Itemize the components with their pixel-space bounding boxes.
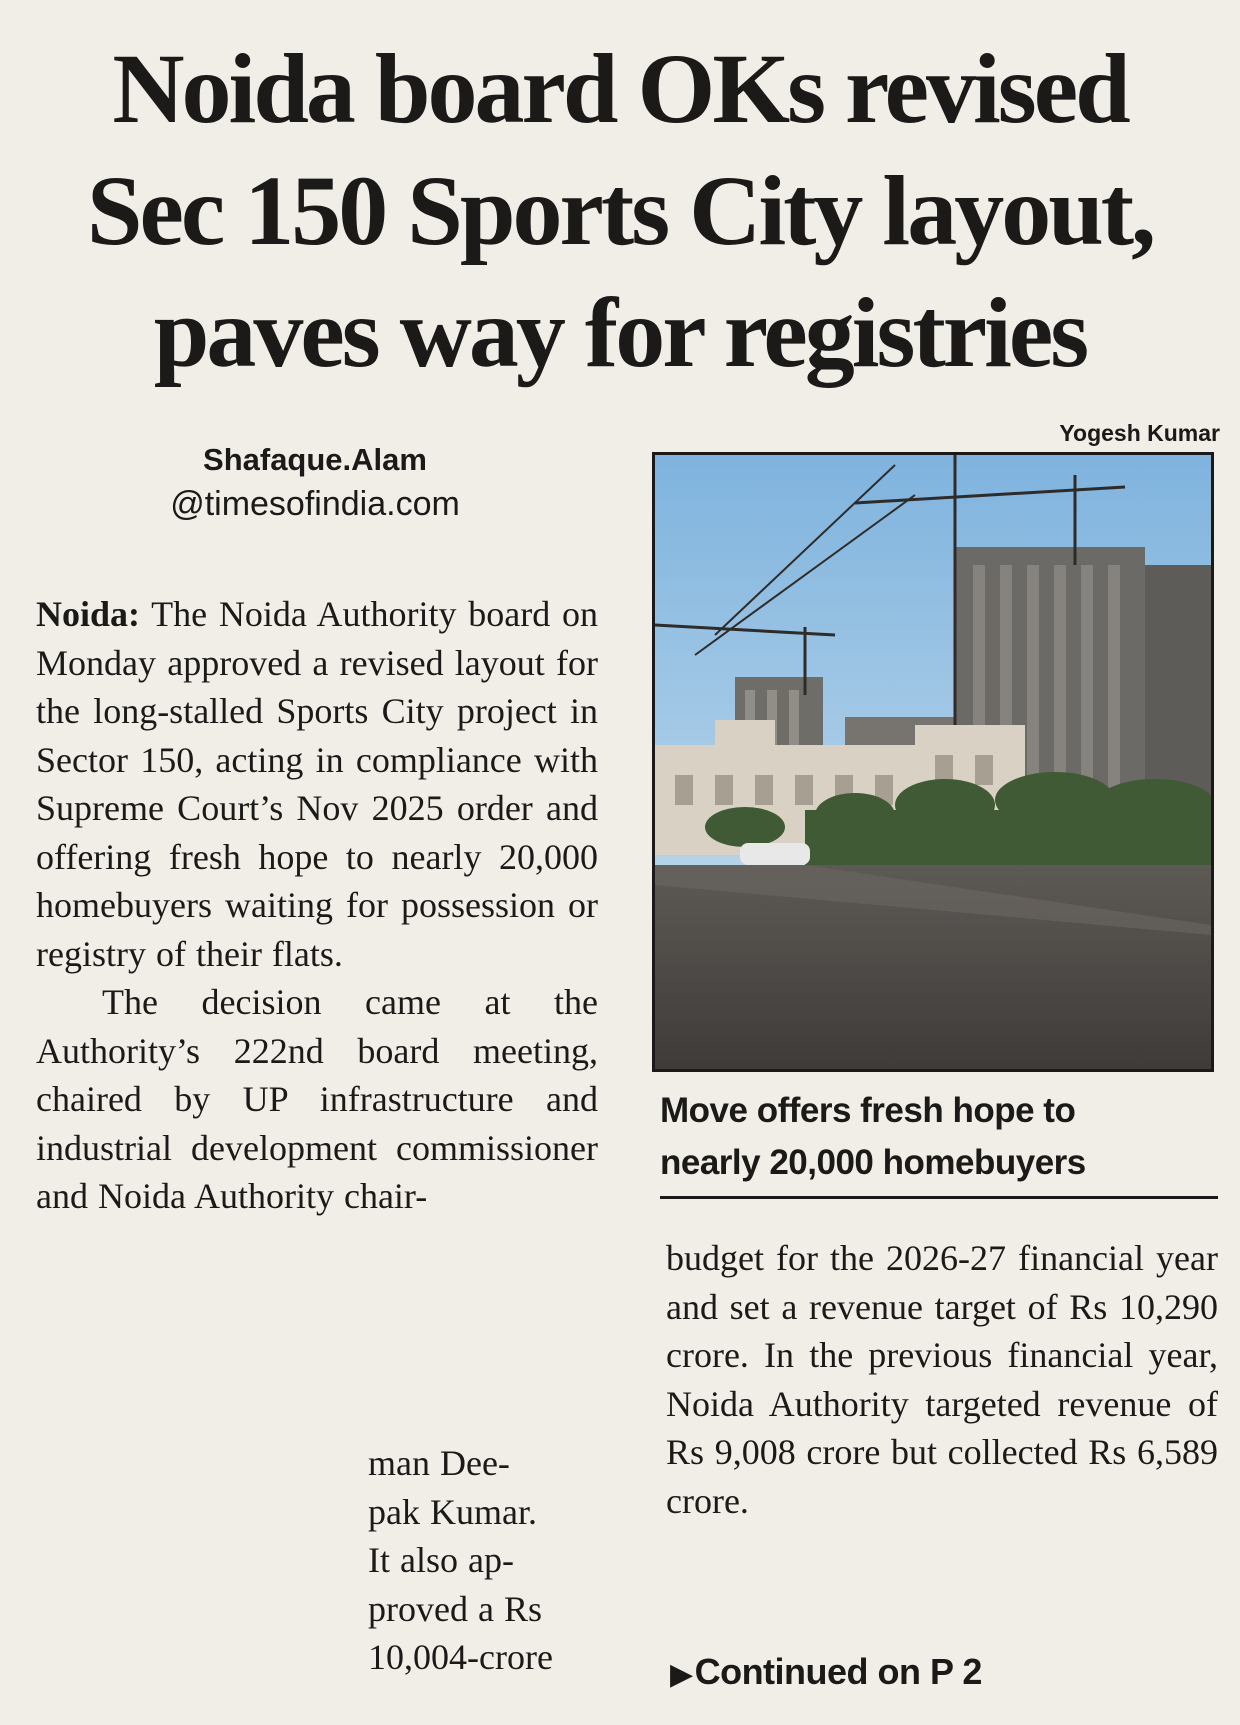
- photo-caption: [660, 1085, 1220, 1189]
- headline: [20, 28, 1220, 394]
- paragraph-1-text: The Noida Authority board on Monday approved a revised layout for the long-stalled Sports City project in Sector 150, acting in compliance with Supreme Court’s Nov 2025 order and offering fresh hope to nearly 20,000 homebuyers waiting for possession or registry of their flats.: [36, 594, 598, 974]
- byline: [130, 440, 500, 528]
- byline-handle: @timesofindia.com: [170, 485, 460, 523]
- headline-line: Noida board OKs revised: [112, 33, 1128, 144]
- paragraph-2: The decision came at the Authority’s 222nd board meeting, chaired by UP infrastructure and industrial development commissioner and Noida Authority chair-: [36, 982, 598, 1216]
- headline-line: paves way for registries: [153, 277, 1087, 388]
- text-line: proved a Rs: [368, 1588, 542, 1629]
- article-column-1: [36, 590, 598, 1221]
- continued-text: Continued on P 2: [694, 1651, 982, 1692]
- dateline: Noida:: [36, 594, 141, 634]
- text-line: man Dee-: [368, 1443, 510, 1483]
- paragraph-3: budget for the 2026-27 financial year and set a revenue target of Rs 10,290 crore. In the previous financial year, Noida Authority targeted revenue of Rs 9,008 crore but collected Rs 6,589 crore.: [666, 1238, 1218, 1521]
- play-arrow-icon: ▶: [670, 1658, 693, 1691]
- news-photo: [652, 452, 1214, 1072]
- headline-line: Sec 150 Sports City layout,: [86, 155, 1154, 266]
- caption-line: Move offers fresh hope to: [660, 1091, 1076, 1130]
- paragraph-1: [36, 590, 598, 978]
- car: [740, 843, 810, 865]
- caption-line: nearly 20,000 homebuyers: [660, 1143, 1086, 1182]
- text-line: It also ap-: [368, 1540, 514, 1580]
- paragraph-2-continuation: [368, 1439, 598, 1682]
- caption-divider: [660, 1196, 1218, 1199]
- photo-credit: Yogesh Kumar: [1059, 420, 1220, 446]
- byline-name: Shafaque.Alam: [203, 442, 427, 477]
- construction-site-illustration: [655, 455, 1211, 1069]
- article-column-2: [666, 1234, 1218, 1525]
- text-line: pak Kumar.: [368, 1491, 537, 1532]
- text-line: 10,004-crore: [368, 1637, 553, 1677]
- continued-on-link[interactable]: [670, 1648, 982, 1699]
